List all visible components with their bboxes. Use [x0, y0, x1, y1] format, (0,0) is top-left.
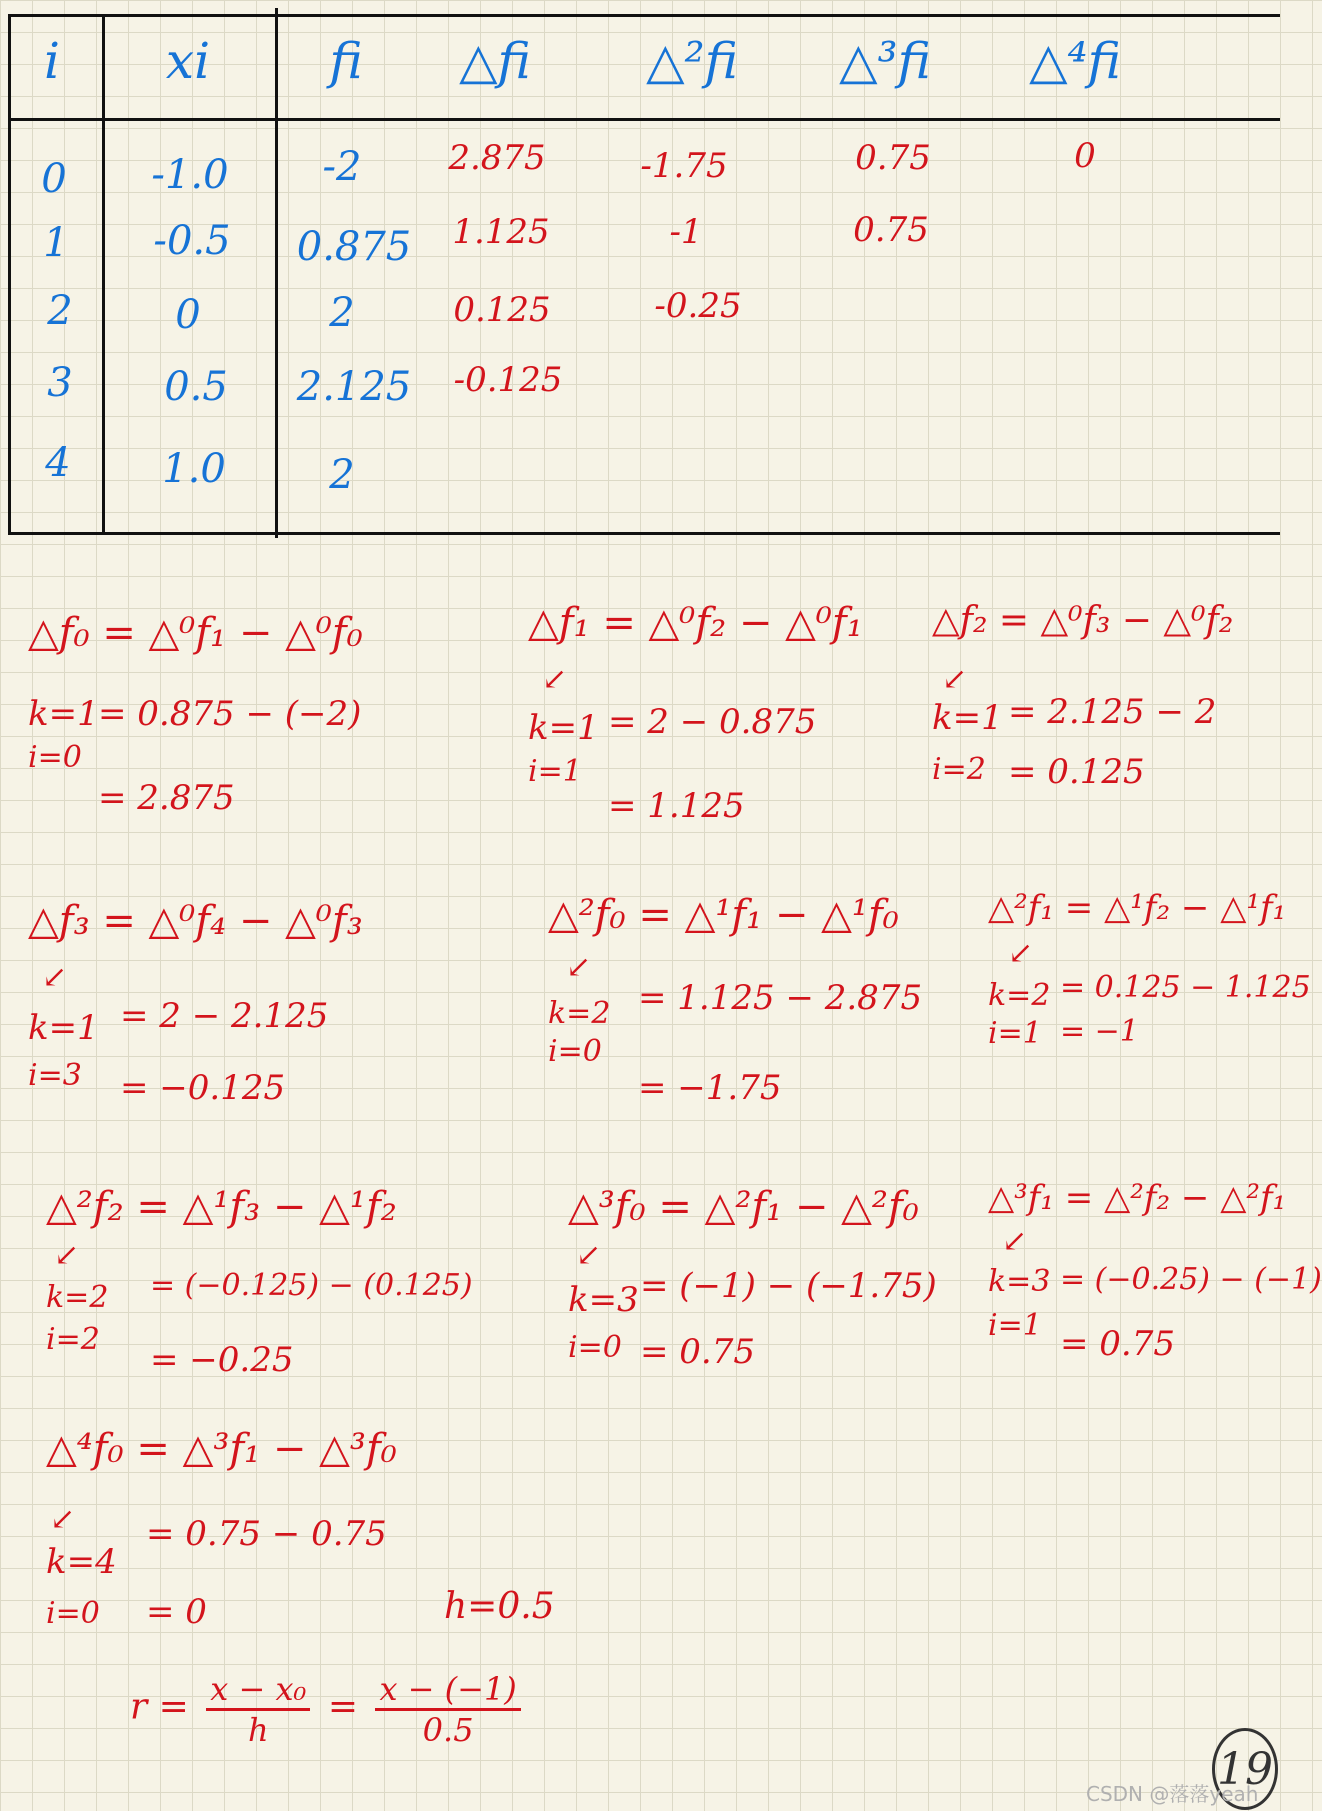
- header-delta3: △³fi: [839, 32, 931, 90]
- step-2: = −0.25: [150, 1340, 294, 1380]
- cell-xi: 1.0: [162, 446, 226, 492]
- step-2: = 0.75: [1060, 1324, 1175, 1364]
- i-label: i=2: [932, 752, 986, 787]
- i-label: i=2: [46, 1322, 100, 1357]
- k-label: k=2: [988, 978, 1051, 1013]
- cell-i: 4: [45, 440, 71, 486]
- cell-fi: -2: [322, 144, 362, 190]
- cell-delta2: -1: [669, 212, 703, 252]
- cell-delta2: -0.25: [654, 286, 742, 326]
- k-label: k=3: [988, 1264, 1051, 1299]
- cell-delta1: -0.125: [453, 360, 563, 400]
- formula: △⁴f₀ = △³f₁ − △³f₀: [46, 1426, 397, 1472]
- step-1: = 0.125 − 1.125: [1060, 970, 1311, 1005]
- cell-delta3: 0.75: [853, 210, 929, 250]
- k-label: k=1: [932, 698, 1003, 738]
- watermark: CSDN @落落yeah: [1086, 1782, 1259, 1806]
- cell-delta3: 0.75: [855, 138, 931, 178]
- cell-delta2: -1.75: [640, 146, 728, 186]
- numerator: x − x₀: [206, 1670, 310, 1711]
- cell-delta4: 0: [1074, 136, 1096, 176]
- step-1: = 2 − 2.125: [120, 996, 329, 1036]
- cell-xi: 0: [175, 292, 201, 338]
- step-2: = 0.125: [1008, 752, 1145, 792]
- formula: △f₀ = △⁰f₁ − △⁰f₀: [28, 610, 363, 656]
- formula: △²f₂ = △¹f₃ − △¹f₂: [46, 1184, 397, 1230]
- step-2: = 0: [146, 1592, 207, 1632]
- header-fi: fi: [329, 32, 363, 90]
- cell-fi: 2: [329, 452, 355, 498]
- arrow-down-icon: ↙: [942, 662, 968, 697]
- formula: △f₁ = △⁰f₂ − △⁰f₁: [528, 600, 863, 646]
- header-xi: xi: [165, 32, 211, 90]
- header-delta1: △fi: [459, 32, 531, 90]
- arrow-down-icon: ↙: [566, 950, 592, 985]
- formula: △f₂ = △⁰f₃ − △⁰f₂: [932, 600, 1234, 641]
- formula: △³f₀ = △²f₁ − △²f₀: [568, 1184, 919, 1230]
- step-2: = −0.125: [120, 1068, 286, 1108]
- step-2: = 1.125: [608, 786, 745, 826]
- k-label: k=3: [568, 1280, 639, 1320]
- step-1: = 0.875 − (−2): [98, 694, 362, 734]
- arrow-down-icon: ↙: [42, 960, 68, 995]
- k-label: k=2: [46, 1280, 109, 1315]
- step-2: = −1: [1060, 1014, 1139, 1049]
- arrow-down-icon: ↙: [50, 1502, 76, 1537]
- step-2: = −1.75: [638, 1068, 782, 1108]
- step-1: = 1.125 − 2.875: [638, 978, 923, 1018]
- i-label: i=0: [568, 1330, 622, 1365]
- step-1: = (−1) − (−1.75): [640, 1266, 937, 1306]
- i-label: i=0: [28, 740, 82, 775]
- step-1: = (−0.25) − (−1): [1060, 1262, 1322, 1297]
- arrow-down-icon: ↙: [1008, 936, 1034, 971]
- fraction-general: [206, 1670, 310, 1749]
- formula: △²f₁ = △¹f₂ − △¹f₁: [988, 888, 1287, 928]
- equals-sign: =: [327, 1686, 358, 1728]
- cell-i: 1: [43, 220, 69, 266]
- header-delta2: △²fi: [646, 32, 738, 90]
- arrow-down-icon: ↙: [54, 1238, 80, 1273]
- difference-table: [0, 0, 1280, 540]
- formula: △f₃ = △⁰f₄ − △⁰f₃: [28, 898, 363, 944]
- table-divider-1: [102, 14, 105, 534]
- step-1: = 2 − 0.875: [608, 702, 817, 742]
- r-formula: [130, 1670, 527, 1749]
- step-1: = (−0.125) − (0.125): [150, 1268, 473, 1303]
- step-1: = 2.125 − 2: [1008, 692, 1217, 732]
- cell-i: 2: [47, 288, 73, 334]
- cell-xi: -0.5: [153, 218, 231, 264]
- arrow-down-icon: ↙: [1002, 1224, 1028, 1259]
- cell-fi: 2.125: [296, 364, 412, 410]
- formula: △²f₀ = △¹f₁ − △¹f₀: [548, 892, 899, 938]
- cell-fi: 2: [329, 290, 355, 336]
- k-label: k=1: [28, 1008, 99, 1048]
- table-top-rule: [8, 14, 1280, 17]
- i-label: i=0: [548, 1034, 602, 1069]
- step-1: = 0.75 − 0.75: [146, 1514, 387, 1554]
- fraction-substituted: [375, 1670, 520, 1749]
- k-label: k=2: [548, 996, 611, 1031]
- cell-delta1: 2.875: [448, 138, 546, 178]
- i-label: i=1: [988, 1308, 1042, 1343]
- header-delta4: △⁴fi: [1029, 32, 1121, 90]
- step-2: = 2.875: [98, 778, 235, 818]
- cell-delta1: 0.125: [453, 290, 551, 330]
- denominator: 0.5: [422, 1711, 474, 1749]
- cell-xi: 0.5: [164, 364, 228, 410]
- k-label: k=1: [28, 694, 99, 734]
- i-label: i=1: [528, 754, 582, 789]
- step-size-note: h=0.5: [444, 1586, 555, 1627]
- step-2: = 0.75: [640, 1332, 755, 1372]
- cell-i: 3: [47, 360, 73, 406]
- table-left-rule: [8, 14, 11, 534]
- cell-fi: 0.875: [296, 224, 412, 270]
- formula: △³f₁ = △²f₂ − △²f₁: [988, 1178, 1287, 1218]
- r-lhs: r =: [130, 1686, 189, 1728]
- i-label: i=1: [988, 1016, 1042, 1051]
- cell-i: 0: [41, 156, 67, 202]
- table-divider-2: [275, 8, 278, 538]
- page-number: 19: [1212, 1728, 1278, 1810]
- k-label: k=1: [528, 708, 599, 748]
- table-bottom-rule: [8, 532, 1280, 535]
- i-label: i=3: [28, 1058, 82, 1093]
- arrow-down-icon: ↙: [576, 1238, 602, 1273]
- numerator: x − (−1): [375, 1670, 520, 1711]
- i-label: i=0: [46, 1596, 100, 1631]
- arrow-down-icon: ↙: [542, 662, 568, 697]
- cell-delta1: 1.125: [452, 212, 550, 252]
- table-header-rule: [8, 118, 1280, 121]
- cell-xi: -1.0: [151, 152, 229, 198]
- header-i: i: [44, 32, 60, 90]
- denominator: h: [248, 1711, 269, 1749]
- k-label: k=4: [46, 1542, 117, 1582]
